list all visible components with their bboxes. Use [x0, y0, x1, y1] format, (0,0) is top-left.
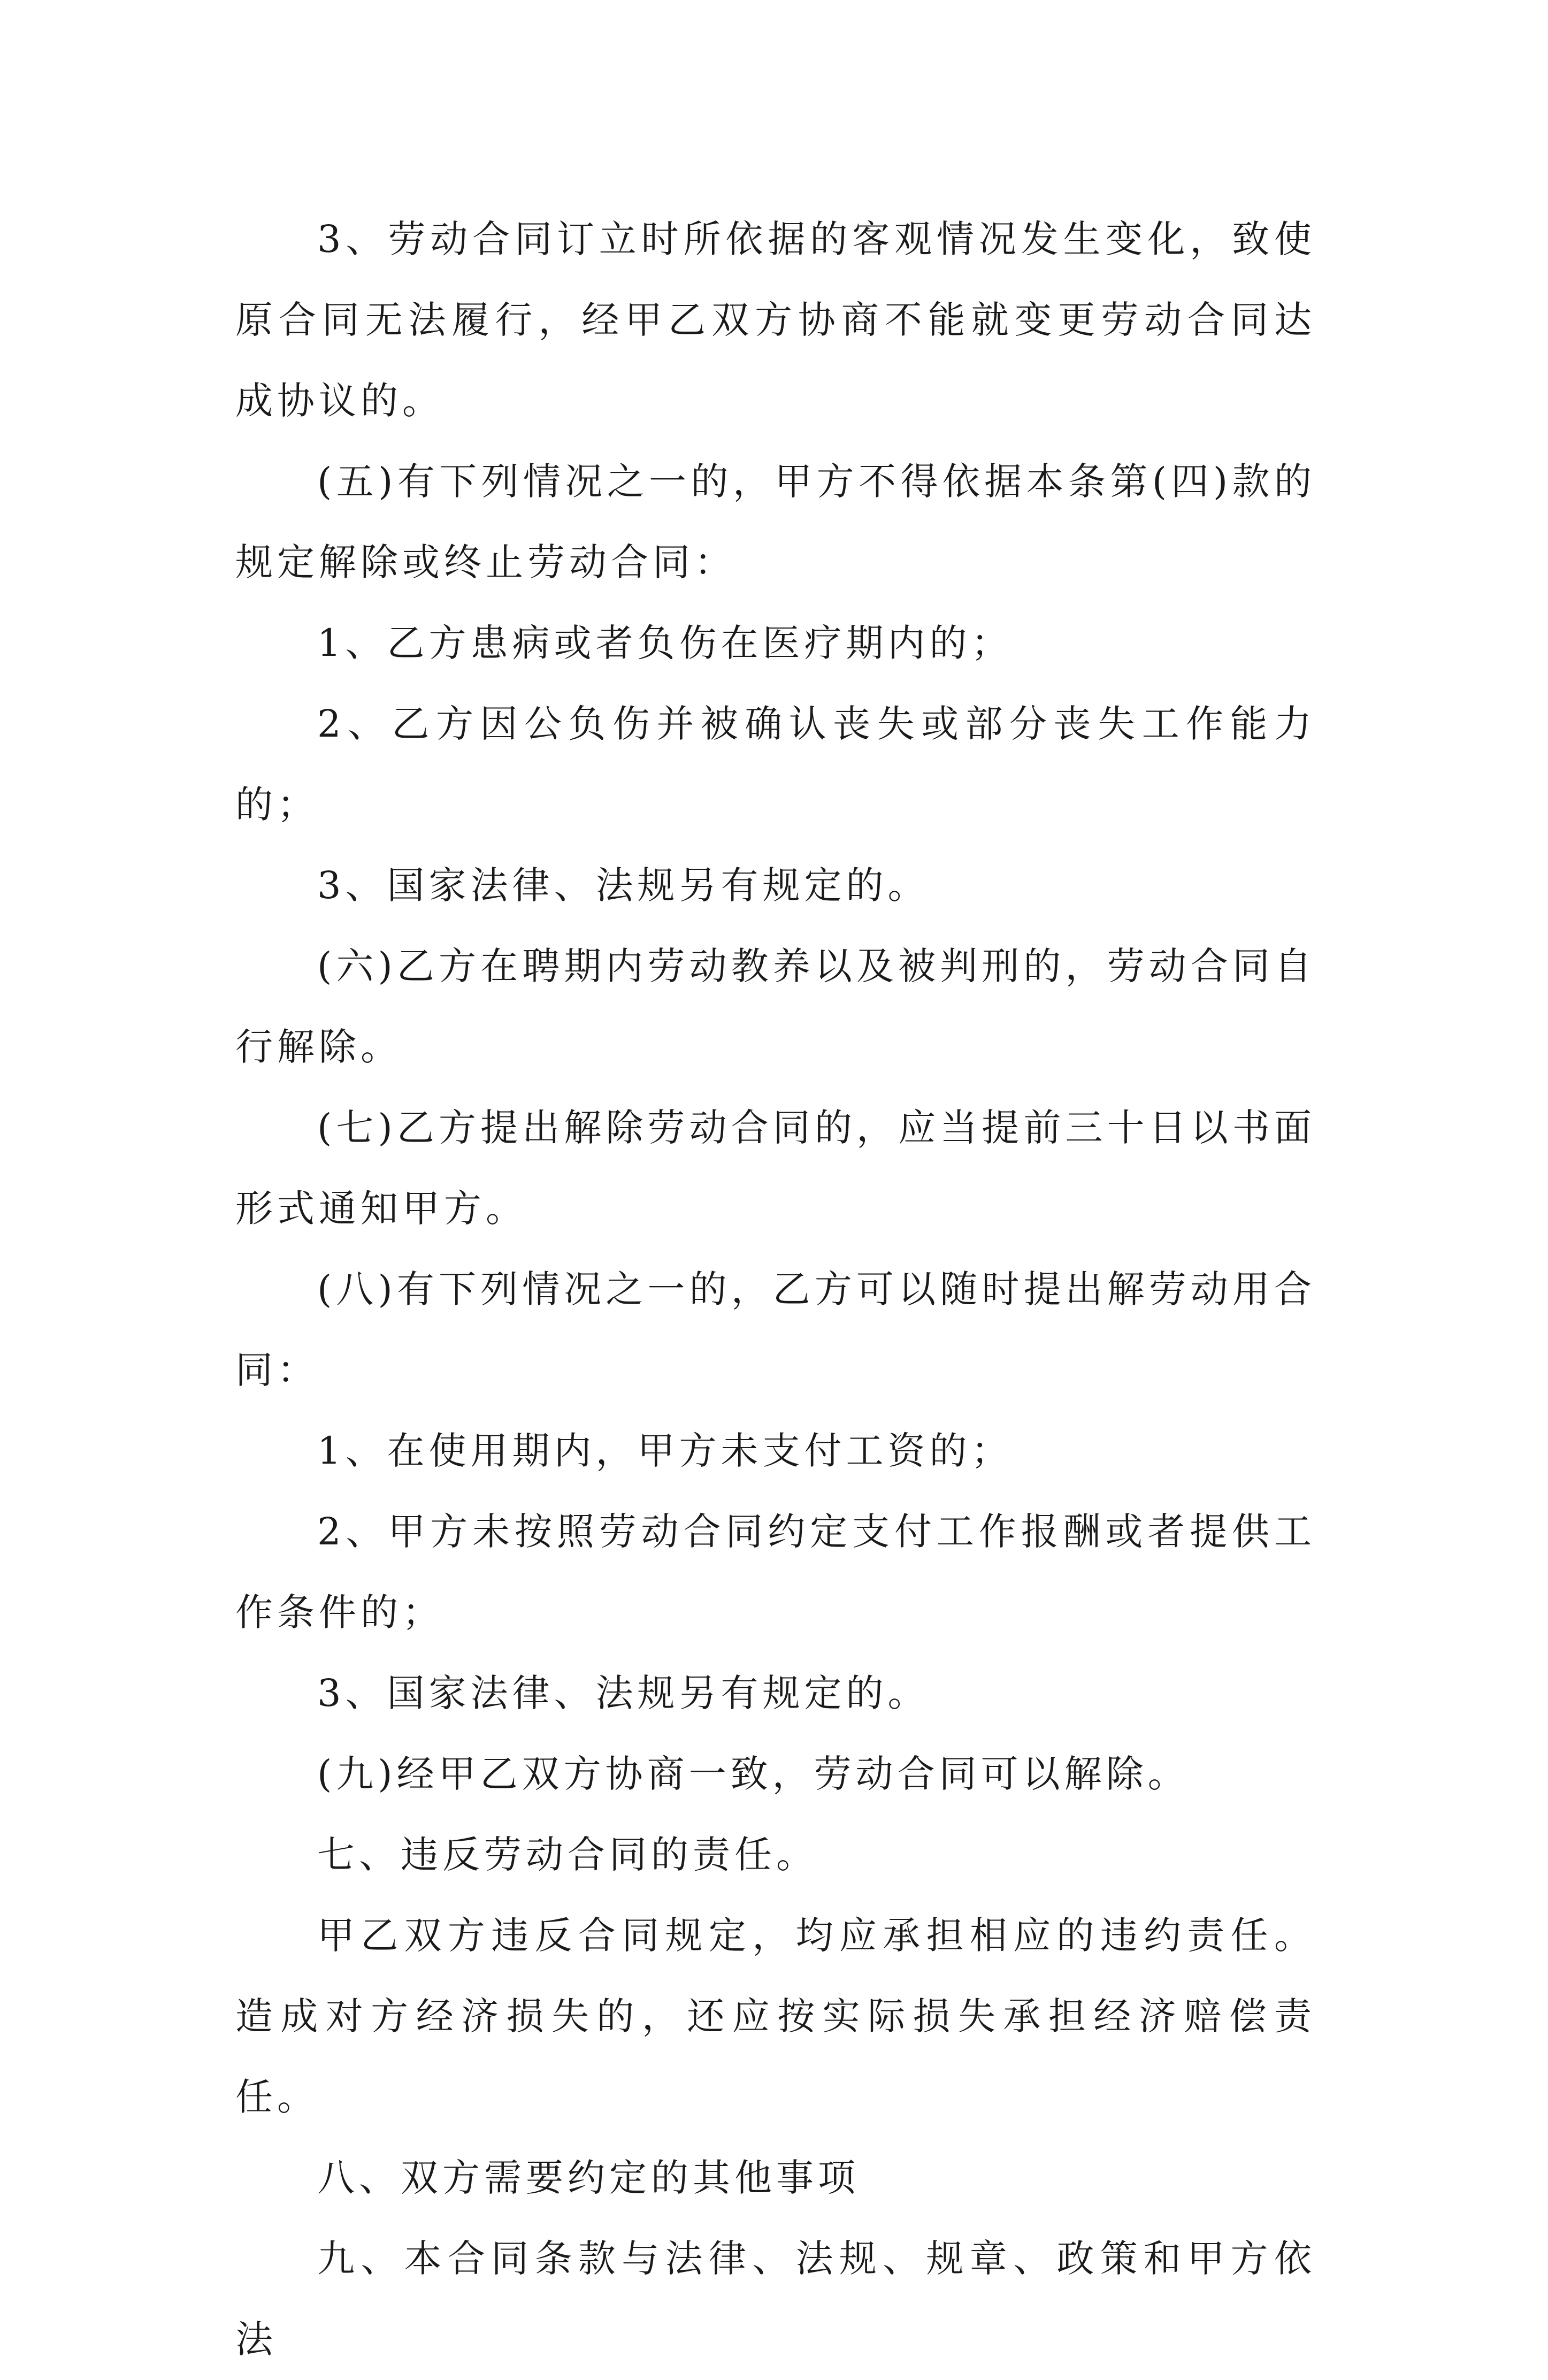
paragraph: 2、甲方未按照劳动合同约定支付工作报酬或者提供工作条件的； [235, 1510, 1316, 1634]
paragraph: 3、劳动合同订立时所依据的客观情况发生变化，致使原合同无法履行，经甲乙双方协商不能就变更劳动合同达成协议的。 [235, 217, 1316, 423]
paragraph: 3、国家法律、法规另有规定的。 [317, 1671, 930, 1715]
paragraph: 3、国家法律、法规另有规定的。 [317, 863, 930, 907]
paragraph: (九)经甲乙双方协商一致，劳动合同可以解除。 [317, 1752, 1190, 1796]
paragraph: 七、违反劳动合同的责任。 [317, 1833, 818, 1877]
paragraph: (六)乙方在聘期内劳动教养以及被判刑的，劳动合同自行解除。 [235, 944, 1316, 1069]
document-page [235, 199, 1316, 2380]
paragraph: 1、乙方患病或者负伤在医疗期内的； [317, 621, 1013, 665]
paragraph: 甲乙双方违反合同规定，均应承担相应的违约责任。造成对方经济损失的，还应按实际损失承担经济赔偿责任。 [235, 1914, 1316, 2119]
paragraph: 1、在使用期内，甲方未支付工资的； [317, 1429, 1013, 1473]
paragraph: (五)有下列情况之一的，甲方不得依据本条第(四)款的规定解除或终止劳动合同： [235, 460, 1316, 584]
paragraph: 2、乙方因公负伤并被确认丧失或部分丧失工作能力的； [235, 702, 1316, 827]
paragraph: 八、双方需要约定的其他事项 [317, 2156, 860, 2200]
paragraph: (八)有下列情况之一的，乙方可以随时提出解劳动用合同： [235, 1267, 1316, 1392]
paragraph: (七)乙方提出解除劳动合同的，应当提前三十日以书面形式通知甲方。 [235, 1106, 1316, 1230]
paragraph: 九、本合同条款与法律、法规、规章、政策和甲方依法 [235, 2237, 1316, 2361]
